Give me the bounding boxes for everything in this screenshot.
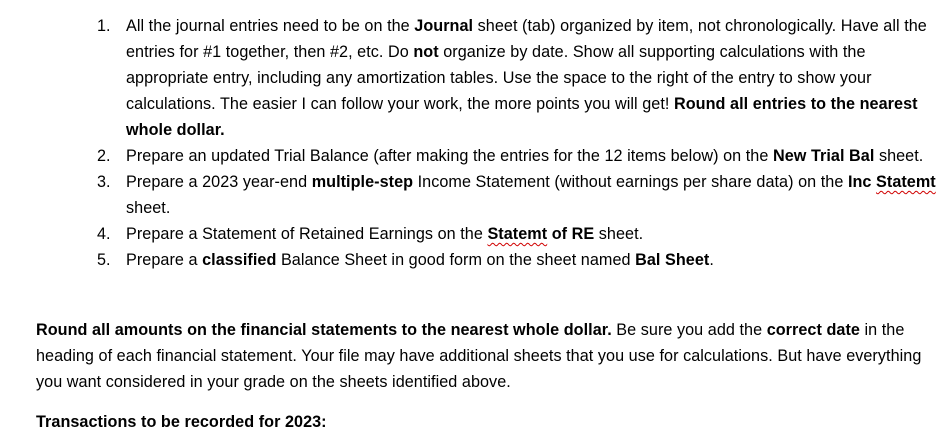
date-instruction-lead: Be sure you add the: [611, 321, 767, 339]
rounding-paragraph: [36, 317, 936, 395]
instruction-text: [126, 251, 714, 269]
instruction-item: [0, 247, 947, 273]
text-run: sheet.: [126, 199, 171, 217]
instruction-number: 3.: [97, 173, 111, 191]
instructions-list: [0, 13, 947, 273]
spellcheck-flagged-word: Statemt: [876, 173, 936, 191]
instruction-text: [126, 225, 643, 243]
emphasized-text: Round all entries to the nearest whole dollar.: [126, 95, 918, 139]
text-run: Prepare a: [126, 251, 203, 269]
emphasized-text: Journal: [414, 17, 474, 35]
text-run: sheet.: [594, 225, 644, 243]
emphasized-text: Bal Sheet: [635, 251, 710, 269]
emphasized-text: New Trial Bal: [772, 147, 875, 165]
correct-date-emphasis: correct date: [766, 321, 860, 339]
instruction-item: [0, 143, 947, 169]
emphasized-text: multiple-step: [311, 173, 414, 191]
text-run: Prepare a Statement of Retained Earnings on the: [126, 225, 488, 243]
sheets-note: in the heading of each financial statement. Your file may have additional sheets that you use for calculations. But have everything you want considered in your grade on the sheets identified above.: [36, 321, 922, 391]
instruction-number: 1.: [97, 17, 111, 35]
text-run: Prepare an updated Trial Balance (after making the entries for the 12 items below) on the: [126, 147, 773, 165]
transactions-heading: [36, 409, 936, 435]
instruction-number: 5.: [97, 251, 111, 269]
emphasized-text: not: [413, 43, 439, 61]
text-run: Prepare a 2023 year-end: [126, 173, 312, 191]
text-run: .: [709, 251, 714, 269]
instruction-number: 2.: [97, 147, 111, 165]
spellcheck-flagged-word: Statemt: [487, 225, 548, 243]
instruction-item: [0, 221, 947, 247]
instruction-number: 4.: [97, 225, 111, 243]
instruction-item: [0, 169, 947, 221]
text-run: Balance Sheet in good form on the sheet named: [276, 251, 636, 269]
instruction-item: [0, 13, 947, 143]
emphasized-text: of RE: [547, 225, 595, 243]
instruction-text: [126, 17, 927, 139]
emphasized-text: classified: [202, 251, 277, 269]
text-run: All the journal entries need to be on the: [126, 17, 415, 35]
text-run: sheet (tab) organized by item, not chronologically. Have all the entries for #1 together, then #2, etc. Do: [126, 17, 927, 61]
emphasized-text: Inc: [847, 173, 877, 191]
text-run: Income Statement (without earnings per share data) on the: [413, 173, 848, 191]
transactions-heading-text: Transactions to be recorded for 2023:: [36, 413, 327, 431]
instruction-text: [126, 147, 923, 165]
instruction-text: [126, 173, 936, 217]
rounding-sentence: Round all amounts on the financial statements to the nearest whole dollar.: [36, 321, 612, 339]
text-run: sheet.: [874, 147, 924, 165]
text-run: organize by date. Show all supporting calculations with the appropriate entry, including any amortization tables. Use the space to the right of the entry to show your calculations. The easier I can follow your work, the more points you will get!: [126, 43, 872, 113]
